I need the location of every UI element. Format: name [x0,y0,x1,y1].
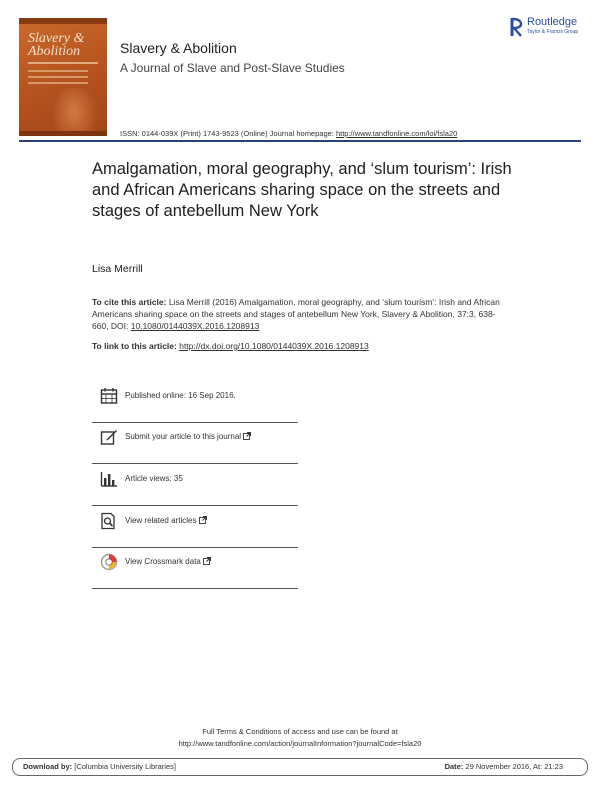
downloaded-by-value: [Columbia University Libraries] [72,762,176,771]
related-articles-text [125,516,207,525]
citation-text: Lisa Merrill (2016) Amalgamation, moral geography, and ‘slum tourism’: Irish and African Americans sharing space on the streets and stages of antebellum New York, Slavery & Abolition, 37:3, 638-660, DOI: [92,297,500,331]
related-articles-label: View related articles [125,516,199,525]
journal-homepage-link[interactable]: http://www.tandfonline.com/loi/fsla20 [335,129,458,138]
issn-text: ISSN: 0144-039X (Print) 1743-9523 (Online) Journal homepage: [120,129,336,138]
publisher-tagline: Taylor & Francis Group [527,29,579,35]
crossmark-link[interactable] [92,547,298,589]
cover-title-line-2: Abolition [28,44,81,59]
calendar-icon [100,387,118,405]
external-link-icon [243,432,251,440]
bar-chart-icon [100,470,118,488]
journal-cover-image [19,18,107,136]
cover-illustration [49,88,99,136]
downloaded-by [23,762,176,771]
external-link-icon [203,557,211,565]
terms-url[interactable]: http://www.tandfonline.com/action/journalInformation?journalCode=fsla20 [178,739,422,748]
citation-doi-link[interactable]: 10.1080/0144039X.2016.1208913 [130,321,260,331]
submit-article-link[interactable] [92,422,298,464]
routledge-r-icon [510,16,524,38]
search-doc-icon [100,512,118,530]
submit-article-label: Submit your article to this journal [125,432,244,441]
download-date-value: 29 November 2016, At: 21:23 [463,762,563,771]
issn-line [120,129,457,138]
terms-line-1: Full Terms & Conditions of access and use can be found at [202,727,398,736]
crossmark-label: View Crossmark data [125,557,201,566]
submit-article-text [125,432,251,441]
crossmark-icon [100,553,118,571]
download-info-bar [12,758,588,776]
cover-top-band [19,18,107,24]
cover-rule [28,62,98,64]
download-date-label: Date: [444,762,464,771]
article-link-line [92,341,369,351]
downloaded-by-label: Download by: [23,762,73,771]
cover-title [28,32,104,58]
citation-label: To cite this article: [92,297,169,307]
published-online-item [92,381,298,423]
edit-icon [100,428,118,446]
article-doi-link[interactable]: http://dx.doi.org/10.1080/0144039X.2016.1208913 [179,341,369,351]
related-articles-link[interactable] [92,506,298,548]
external-link-icon [199,516,207,524]
item-divider [92,588,298,589]
crossmark-text [125,557,211,566]
cover-title-line-1: Slavery & [28,31,85,46]
link-label: To link to this article: [92,341,180,351]
cover-bottom-band [19,131,107,136]
download-date [445,762,563,771]
terms-notice [0,726,600,750]
header-divider [19,140,581,142]
article-title: Amalgamation, moral geography, and ‘slum tourism’: Irish and African Americans sharing space on the streets and stages of antebellum New York [92,160,512,220]
publisher-name: Routledge [527,16,578,28]
published-online-text: Published online: 16 Sep 2016. [125,391,236,400]
citation-block [92,296,512,332]
journal-title: Slavery & Abolition [120,40,237,56]
publisher-logo[interactable] [510,16,590,40]
article-views-item [92,464,298,506]
author-name: Lisa Merrill [92,263,143,275]
article-views-text: Article views: 35 [125,474,183,483]
journal-subtitle: A Journal of Slave and Post-Slave Studies [120,61,345,75]
